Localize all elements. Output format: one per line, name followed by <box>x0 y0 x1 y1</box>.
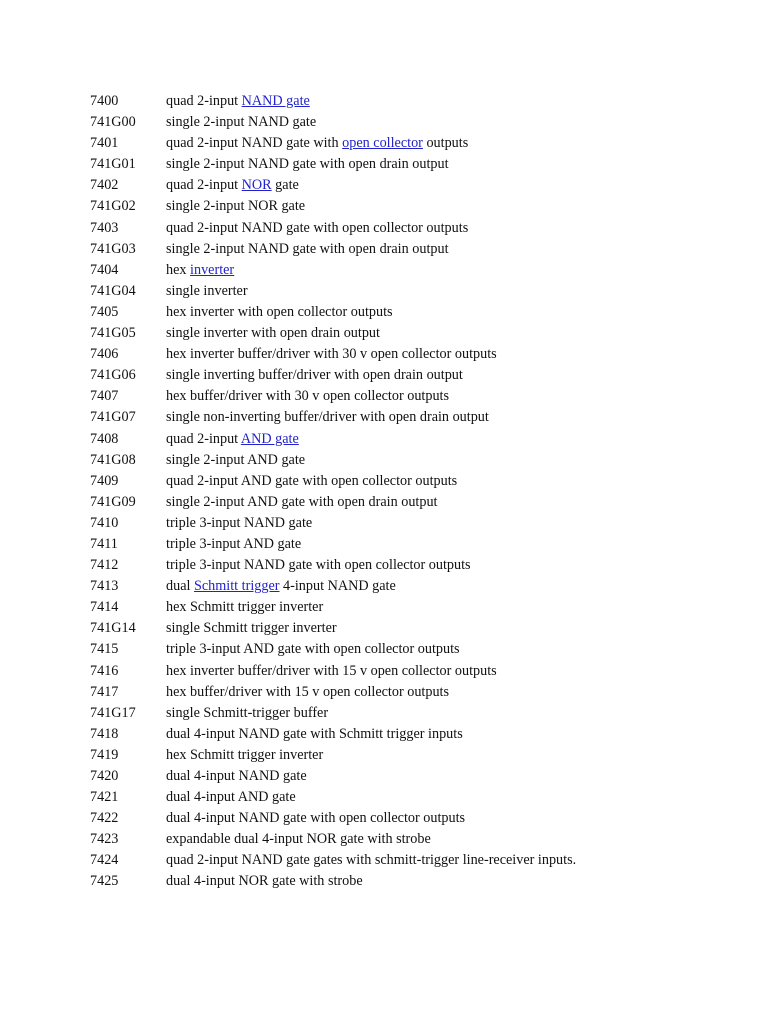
list-item <box>90 471 730 492</box>
part-number: 741G06 <box>90 367 136 384</box>
list-item <box>90 323 730 344</box>
part-number: 741G07 <box>90 409 136 426</box>
description-text: quad 2-input NAND gate with <box>166 135 343 152</box>
list-item <box>90 850 730 871</box>
description-text: triple 3-input NAND gate <box>166 514 313 531</box>
part-number: 7403 <box>90 219 119 236</box>
list-item <box>90 365 730 386</box>
part-number: 741G05 <box>90 325 136 342</box>
list-item <box>90 281 730 302</box>
list-item <box>90 639 730 660</box>
description-link[interactable]: Schmitt trigger <box>193 578 280 595</box>
part-number: 7400 <box>90 93 119 109</box>
part-description <box>166 218 730 239</box>
description-text: single Schmitt trigger inverter <box>166 620 337 637</box>
part-description <box>166 281 730 302</box>
part-description <box>166 91 730 112</box>
part-number: 741G03 <box>90 240 136 257</box>
part-description <box>166 555 730 576</box>
part-list <box>90 91 730 893</box>
description-text: hex buffer/driver with 30 v open collector outputs <box>166 388 450 405</box>
part-description <box>166 260 730 281</box>
description-text: single 2-input AND gate <box>166 451 306 468</box>
part-number: 7419 <box>90 746 119 763</box>
part-description <box>166 829 730 850</box>
description-text: hex <box>166 261 191 278</box>
part-description <box>166 492 730 513</box>
part-description <box>166 407 730 428</box>
part-description <box>166 450 730 471</box>
part-number: 7408 <box>90 430 119 447</box>
description-text-suffix: gate <box>271 177 299 194</box>
list-item <box>90 492 730 513</box>
list-item <box>90 112 730 133</box>
part-description <box>166 196 730 217</box>
list-item <box>90 871 730 892</box>
description-text: quad 2-input <box>166 177 242 194</box>
part-number: 741G04 <box>90 282 136 299</box>
list-item <box>90 154 730 175</box>
part-number: 741G02 <box>90 198 136 215</box>
list-item <box>90 745 730 766</box>
description-text: quad 2-input AND gate with open collector outputs <box>166 472 458 489</box>
part-description <box>166 471 730 492</box>
part-number: 7406 <box>90 346 119 363</box>
part-number: 741G09 <box>90 493 136 510</box>
part-description <box>166 534 730 555</box>
part-description <box>166 239 730 260</box>
description-text: hex inverter buffer/driver with 30 v open collector outputs <box>166 346 497 363</box>
part-number: 7421 <box>90 789 119 806</box>
list-item <box>90 175 730 196</box>
list-item <box>90 534 730 555</box>
description-link[interactable]: open collector <box>342 135 423 152</box>
list-item <box>90 429 730 450</box>
list-item <box>90 344 730 365</box>
description-text: single inverting buffer/driver with open drain output <box>166 367 463 384</box>
part-number: 741G17 <box>90 704 136 721</box>
part-number: 7420 <box>90 768 119 784</box>
part-description <box>166 323 730 344</box>
description-text: hex Schmitt trigger inverter <box>166 746 324 763</box>
part-number: 741G00 <box>90 114 136 131</box>
description-text-suffix: outputs <box>422 135 469 152</box>
description-text: hex Schmitt trigger inverter <box>166 599 324 616</box>
part-description <box>166 429 730 450</box>
part-number: 7423 <box>90 831 119 848</box>
description-text: expandable dual 4-input NOR gate with strobe <box>166 831 431 848</box>
list-item <box>90 555 730 576</box>
part-number: 7411 <box>90 535 118 552</box>
description-text: triple 3-input AND gate with open collector outputs <box>166 641 460 658</box>
list-item <box>90 239 730 260</box>
part-description <box>166 661 730 682</box>
description-text: single non-inverting buffer/driver with open drain output <box>166 409 489 426</box>
description-text: hex buffer/driver with 15 v open collector outputs <box>166 683 450 700</box>
description-text: quad 2-input <box>166 430 241 447</box>
description-text: single 2-input NOR gate <box>166 198 306 215</box>
part-description <box>166 365 730 386</box>
part-description <box>166 133 730 154</box>
list-item <box>90 196 730 217</box>
part-description <box>166 808 730 829</box>
list-item <box>90 661 730 682</box>
part-description <box>166 766 730 787</box>
description-text: single 2-input NAND gate <box>166 114 317 131</box>
list-item <box>90 386 730 407</box>
description-text: dual 4-input AND gate <box>166 789 296 806</box>
list-item <box>90 302 730 323</box>
part-number: 7413 <box>90 578 119 595</box>
part-number: 7412 <box>90 557 119 574</box>
description-text: dual 4-input NAND gate with Schmitt trigger inputs <box>166 725 463 742</box>
part-description <box>166 154 730 175</box>
part-description <box>166 302 730 323</box>
part-number: 7418 <box>90 725 119 742</box>
part-number: 7416 <box>90 662 119 679</box>
part-number: 741G01 <box>90 156 136 173</box>
description-text: single inverter with open drain output <box>166 325 380 342</box>
part-description <box>166 513 730 534</box>
description-link[interactable]: AND gate <box>240 430 299 447</box>
description-link[interactable]: NAND gate <box>241 93 310 109</box>
description-text: triple 3-input AND gate <box>166 535 302 552</box>
description-text: dual 4-input NAND gate <box>166 768 307 784</box>
description-text: quad 2-input NAND gate with open collector outputs <box>166 219 469 236</box>
part-description <box>166 871 730 892</box>
list-item <box>90 618 730 639</box>
part-description <box>166 112 730 133</box>
list-item <box>90 703 730 724</box>
description-text: dual 4-input NOR gate with strobe <box>166 873 363 890</box>
part-description <box>166 787 730 808</box>
part-number: 7409 <box>90 472 119 489</box>
description-text: hex inverter buffer/driver with 15 v open collector outputs <box>166 662 497 679</box>
part-number: 7405 <box>90 303 119 320</box>
list-item <box>90 682 730 703</box>
part-number: 7407 <box>90 388 119 405</box>
part-number: 7417 <box>90 683 119 700</box>
description-text: triple 3-input NAND gate with open collector outputs <box>166 557 471 574</box>
part-number: 7404 <box>90 261 119 278</box>
description-text: single inverter <box>166 282 248 299</box>
part-description <box>166 682 730 703</box>
part-description <box>166 344 730 365</box>
list-item <box>90 260 730 281</box>
list-item <box>90 724 730 745</box>
list-item <box>90 829 730 850</box>
list-item <box>90 133 730 154</box>
part-number: 7402 <box>90 177 119 194</box>
part-description <box>166 618 730 639</box>
list-item <box>90 91 730 112</box>
list-item <box>90 576 730 597</box>
part-description <box>166 745 730 766</box>
list-item <box>90 450 730 471</box>
list-item <box>90 407 730 428</box>
part-number: 7422 <box>90 810 119 827</box>
part-description <box>166 386 730 407</box>
part-number: 7425 <box>90 873 119 890</box>
description-text: single Schmitt-trigger buffer <box>166 704 329 721</box>
part-number: 7410 <box>90 514 119 531</box>
part-description <box>166 639 730 660</box>
part-description <box>166 724 730 745</box>
part-number: 7424 <box>90 852 119 869</box>
description-text-suffix: 4-input NAND gate <box>279 578 396 595</box>
part-number: 7401 <box>90 135 119 152</box>
description-text: single 2-input NAND gate with open drain output <box>166 156 449 173</box>
description-link[interactable]: NOR <box>241 177 272 194</box>
part-description <box>166 703 730 724</box>
part-number: 741G08 <box>90 451 136 468</box>
list-item <box>90 766 730 787</box>
part-number: 7414 <box>90 599 119 616</box>
list-item <box>90 787 730 808</box>
description-text: dual <box>166 578 194 595</box>
part-number: 741G14 <box>90 620 136 637</box>
list-item <box>90 218 730 239</box>
list-item <box>90 513 730 534</box>
description-text: single 2-input AND gate with open drain output <box>166 493 438 510</box>
description-text: single 2-input NAND gate with open drain output <box>166 240 449 257</box>
description-link[interactable]: inverter <box>190 261 235 278</box>
part-description <box>166 576 730 597</box>
part-number: 7415 <box>90 641 119 658</box>
description-text: dual 4-input NAND gate with open collector outputs <box>166 810 466 827</box>
description-text: quad 2-input <box>166 93 242 109</box>
description-text: hex inverter with open collector outputs <box>166 303 393 320</box>
list-item <box>90 597 730 618</box>
part-description <box>166 175 730 196</box>
part-description <box>166 597 730 618</box>
description-text: quad 2-input NAND gate gates with schmitt-trigger line-receiver inputs. <box>166 852 577 869</box>
list-item <box>90 808 730 829</box>
part-description <box>166 850 730 871</box>
